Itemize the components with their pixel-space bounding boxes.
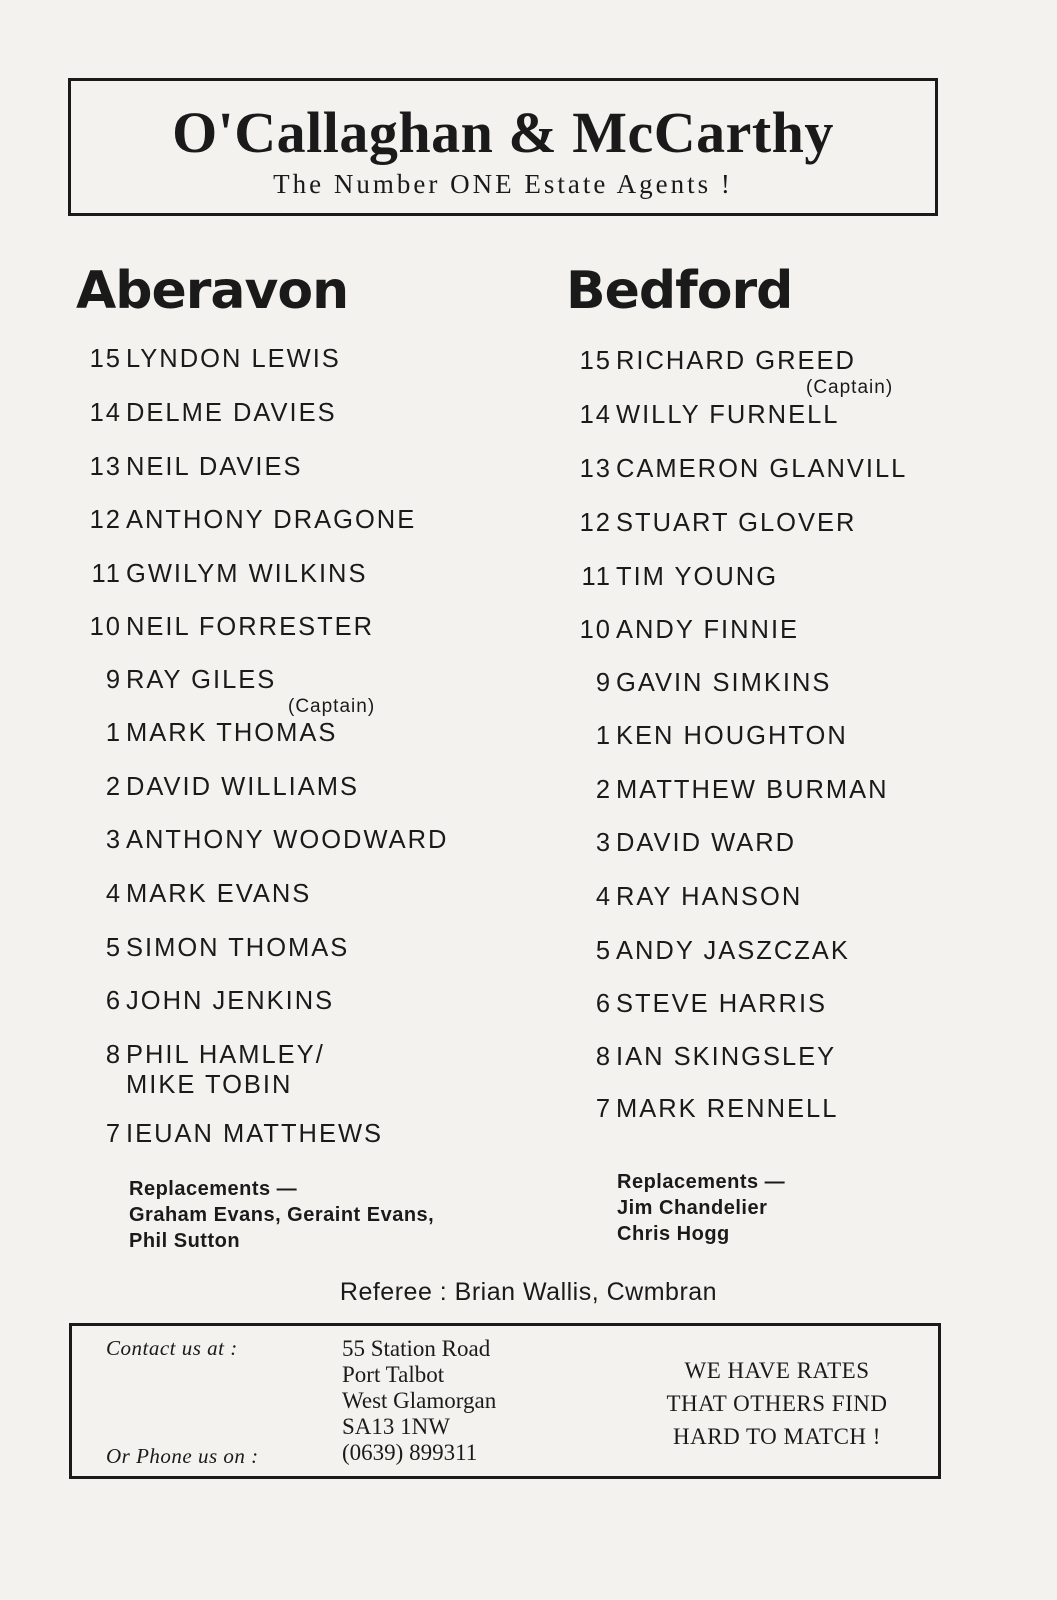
player-number: 3	[595, 829, 612, 857]
player-name: GWILYM WILKINS	[126, 560, 368, 588]
player-name: MARK RENNELL	[616, 1095, 839, 1123]
player-row	[76, 559, 367, 589]
player-number: 4	[595, 883, 612, 911]
player-row	[566, 668, 831, 698]
player-number: 10	[89, 613, 122, 641]
player-number: 5	[595, 937, 612, 965]
player-row	[76, 879, 311, 909]
player-row	[76, 612, 374, 642]
slogan-line: THAT OTHERS FIND	[666, 1391, 888, 1416]
player-name: IEUAN MATTHEWS	[126, 1120, 384, 1148]
player-number: 2	[595, 776, 612, 804]
player-name: DELME DAVIES	[126, 399, 337, 427]
player-number: 6	[105, 987, 122, 1015]
player-name: STEVE HARRIS	[616, 990, 828, 1018]
player-row	[76, 452, 302, 482]
player-number: 8	[595, 1043, 612, 1071]
player-name: SIMON THOMAS	[126, 934, 350, 962]
player-row	[76, 772, 359, 802]
replacement-line: Phil Sutton	[129, 1230, 241, 1252]
player-number: 2	[105, 773, 122, 801]
player-name: ANDY FINNIE	[616, 616, 800, 644]
player-name: GAVIN SIMKINS	[616, 669, 832, 697]
player-name: DAVID WILLIAMS	[126, 773, 359, 801]
player-name: MARK EVANS	[126, 880, 312, 908]
player-number: 14	[89, 399, 122, 427]
firm-name: O'Callaghan & McCarthy	[172, 100, 834, 165]
player-name: ANTHONY WOODWARD	[126, 826, 449, 854]
player-name: ANTHONY DRAGONE	[126, 506, 417, 534]
player-row	[566, 454, 907, 484]
player-name: IAN SKINGSLEY	[616, 1043, 837, 1071]
address-line: Port Talbot	[342, 1362, 445, 1387]
player-row	[566, 1042, 836, 1072]
team-aberavon	[76, 261, 546, 1252]
estate-agent-advert	[68, 78, 938, 216]
player-row	[76, 718, 337, 748]
player-name: ANDY JASZCZAK	[616, 937, 850, 965]
player-number: 3	[105, 826, 122, 854]
firm-tagline: The Number ONE Estate Agents !	[273, 169, 733, 199]
player-row	[76, 1119, 383, 1149]
player-number: 11	[91, 560, 122, 588]
team-bedford	[566, 261, 966, 1245]
player-name: PHIL HAMLEY/	[126, 1041, 325, 1069]
player-row	[76, 933, 349, 963]
player-row	[566, 562, 778, 592]
player-row	[566, 346, 856, 376]
player-name: RICHARD GREED	[616, 347, 856, 375]
player-name: MARK THOMAS	[126, 719, 338, 747]
player-number: 8	[105, 1041, 122, 1069]
player-row	[566, 721, 848, 751]
replacements	[617, 1169, 785, 1247]
address-line: SA13 1NW	[342, 1414, 450, 1439]
player-row	[566, 615, 799, 645]
player-row	[76, 825, 448, 855]
player-number: 9	[105, 666, 122, 694]
player-name: STUART GLOVER	[616, 509, 857, 537]
replacements	[129, 1176, 434, 1254]
replacement-line: Jim Chandelier	[617, 1197, 768, 1219]
contact-advert	[69, 1323, 941, 1479]
player-name: JOHN JENKINS	[126, 987, 335, 1015]
player-number: 15	[579, 347, 612, 375]
player-number: 5	[105, 934, 122, 962]
player-name: LYNDON LEWIS	[126, 345, 341, 373]
address-block	[342, 1336, 496, 1466]
player-row	[76, 505, 416, 535]
player-row	[76, 986, 334, 1016]
address-line: 55 Station Road	[342, 1336, 491, 1361]
player-name: RAY GILES	[126, 666, 277, 694]
replacements-label: Replacements —	[617, 1171, 786, 1193]
player-name: DAVID WARD	[616, 829, 797, 857]
player-name: MATTHEW BURMAN	[616, 776, 889, 804]
player-name: NEIL FORRESTER	[126, 613, 375, 641]
player-name: RAY HANSON	[616, 883, 803, 911]
player-name: CAMERON GLANVILL	[616, 455, 908, 483]
player-number: 10	[579, 616, 612, 644]
replacement-line: Chris Hogg	[617, 1223, 730, 1245]
phone-label: Or Phone us on :	[106, 1444, 259, 1468]
captain-note: (Captain)	[288, 696, 376, 717]
player-name: WILLY FURNELL	[616, 401, 840, 429]
slogan-line: WE HAVE RATES	[684, 1358, 870, 1383]
player-number: 9	[595, 669, 612, 697]
player-row	[566, 882, 802, 912]
team-name-aberavon: Aberavon	[76, 261, 349, 321]
player-row	[566, 828, 796, 858]
captain-note: (Captain)	[806, 377, 894, 398]
player-row	[566, 1094, 838, 1124]
player-number: 4	[105, 880, 122, 908]
player-row	[566, 989, 827, 1019]
player-number: 12	[89, 506, 122, 534]
player-number: 1	[105, 719, 122, 747]
phone-number: (0639) 899311	[342, 1440, 478, 1465]
player-number: 7	[595, 1095, 612, 1123]
player-row	[76, 665, 276, 695]
referee-line: Referee : Brian Wallis, Cwmbran	[339, 1278, 718, 1306]
player-row	[566, 508, 856, 538]
player-name: KEN HOUGHTON	[616, 722, 848, 750]
address-line: West Glamorgan	[342, 1388, 497, 1413]
player-row	[566, 400, 839, 430]
player-number: 13	[579, 455, 612, 483]
player-number: 6	[595, 990, 612, 1018]
replacements-label: Replacements —	[129, 1178, 298, 1200]
team-name-bedford: Bedford	[566, 261, 793, 321]
player-name-second-line: MIKE TOBIN	[126, 1071, 293, 1099]
player-row	[566, 936, 850, 966]
player-number: 13	[89, 453, 122, 481]
player-name: NEIL DAVIES	[126, 453, 303, 481]
player-number: 12	[579, 509, 612, 537]
player-row	[566, 775, 889, 805]
player-number: 11	[581, 563, 612, 591]
player-number: 7	[105, 1120, 122, 1148]
player-row	[76, 344, 341, 374]
replacement-line: Graham Evans, Geraint Evans,	[129, 1204, 435, 1226]
contact-label: Contact us at :	[106, 1336, 238, 1360]
player-row	[76, 398, 337, 428]
advert-slogan	[632, 1354, 922, 1453]
player-number: 14	[579, 401, 612, 429]
slogan-line: HARD TO MATCH !	[673, 1424, 881, 1449]
player-number: 1	[595, 722, 612, 750]
player-name: TIM YOUNG	[616, 563, 779, 591]
player-row	[76, 1040, 325, 1100]
player-number: 15	[89, 345, 122, 373]
